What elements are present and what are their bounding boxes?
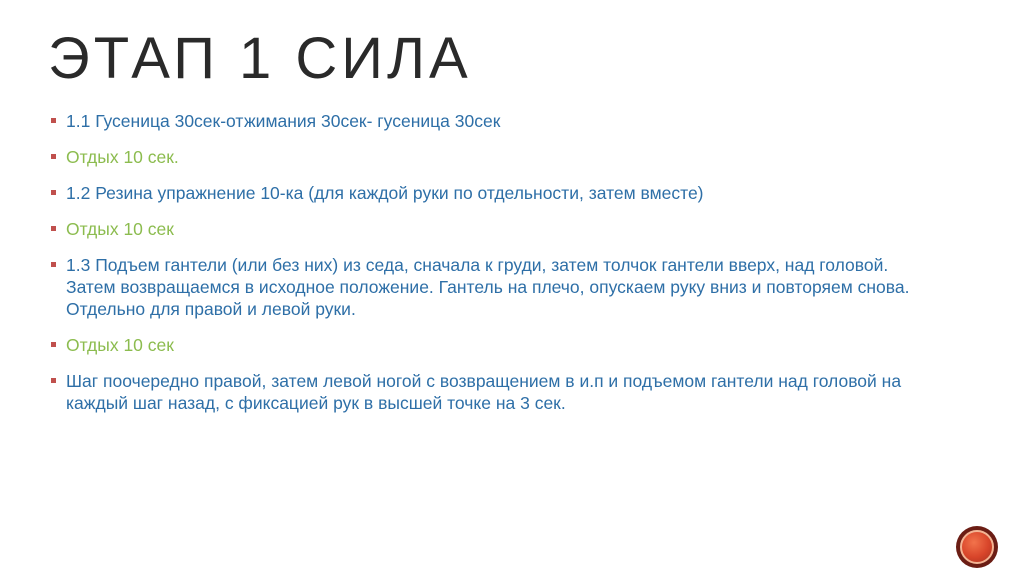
square-bullet-icon	[51, 118, 56, 123]
list-item	[48, 218, 928, 240]
bullet-text: 1.2 Резина упражнение 10-ка (для каждой руки по отдельности, затем вместе)	[66, 183, 704, 203]
bullet-text: 1.1 Гусеница 30сек-отжимания 30сек- гусеница 30сек	[66, 111, 501, 131]
list-item	[48, 182, 928, 204]
bullet-list	[48, 110, 928, 428]
bullet-text: Отдых 10 сек	[66, 335, 174, 355]
list-item	[48, 110, 928, 132]
bullet-text: 1.3 Подъем гантели (или без них) из седа, сначала к груди, затем толчок гантели вверх, над головой. Затем возвращаемся в исходное положение. Гантель на плечо, опускаем руку вниз и повторяем снова. Отдельно для правой и левой руки.	[66, 255, 910, 319]
bullet-text: Отдых 10 сек.	[66, 147, 179, 167]
square-bullet-icon	[51, 154, 56, 159]
slide-title: ЭТАП 1 СИЛА	[48, 26, 472, 91]
square-bullet-icon	[51, 262, 56, 267]
list-item	[48, 370, 928, 414]
bullet-text: Отдых 10 сек	[66, 219, 174, 239]
list-item	[48, 254, 928, 320]
square-bullet-icon	[51, 342, 56, 347]
square-bullet-icon	[51, 190, 56, 195]
circle-logo-inner	[960, 530, 994, 564]
square-bullet-icon	[51, 226, 56, 231]
list-item	[48, 334, 928, 356]
circle-logo-icon	[956, 526, 998, 568]
square-bullet-icon	[51, 378, 56, 383]
list-item	[48, 146, 928, 168]
bullet-text: Шаг поочередно правой, затем левой ногой с возвращением в и.п и подъемом гантели над головой на каждый шаг назад, с фиксацией рук в высшей точке на 3 сек.	[66, 371, 902, 413]
